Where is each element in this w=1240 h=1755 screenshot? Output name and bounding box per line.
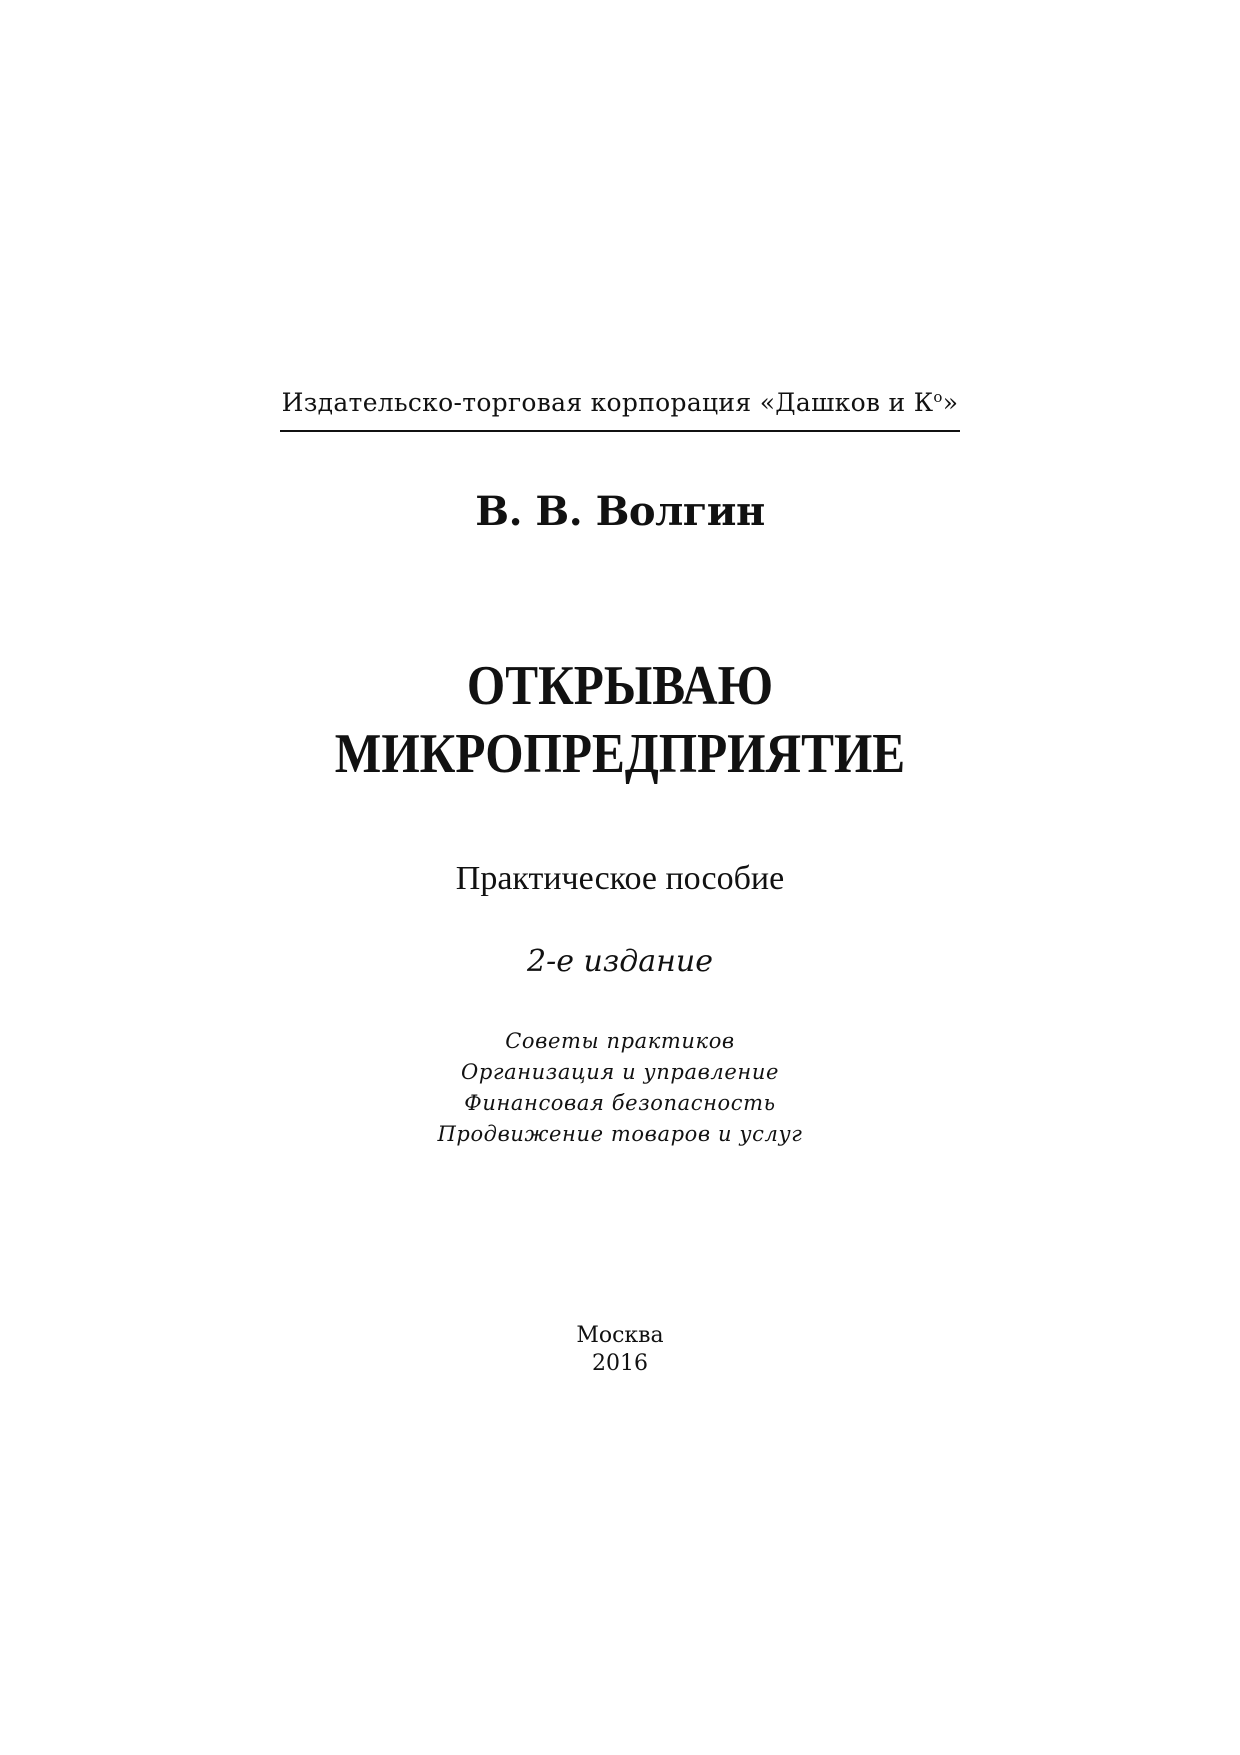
author-name: В. В. Волгин	[475, 488, 765, 535]
topic-item: Советы практиков	[505, 1029, 735, 1053]
edition-label: 2-е издание	[527, 944, 713, 979]
topic-item: Продвижение товаров и услуг	[437, 1122, 803, 1146]
topic-item: Организация и управление	[461, 1060, 779, 1084]
publisher-closing-quote: »	[942, 388, 959, 417]
imprint	[0, 1322, 1240, 1378]
book-title-line-2: МИКРОПРЕДПРИЯТИЕ	[334, 723, 906, 785]
book-title	[74, 652, 1165, 788]
imprint-year: 2016	[592, 1351, 648, 1376]
publisher-line	[0, 388, 1240, 417]
publisher-superscript: о	[933, 388, 943, 406]
book-title-line-1: ОТКРЫВАЮ	[466, 655, 774, 717]
publisher-divider	[280, 430, 960, 432]
publisher-name: Издательско-торговая корпорация «Дашков и К	[281, 388, 934, 417]
book-subtitle: Практическое пособие	[455, 860, 785, 897]
topics-list	[0, 1026, 1240, 1150]
imprint-city: Москва	[576, 1323, 664, 1348]
topic-item: Финансовая безопасность	[464, 1091, 776, 1115]
